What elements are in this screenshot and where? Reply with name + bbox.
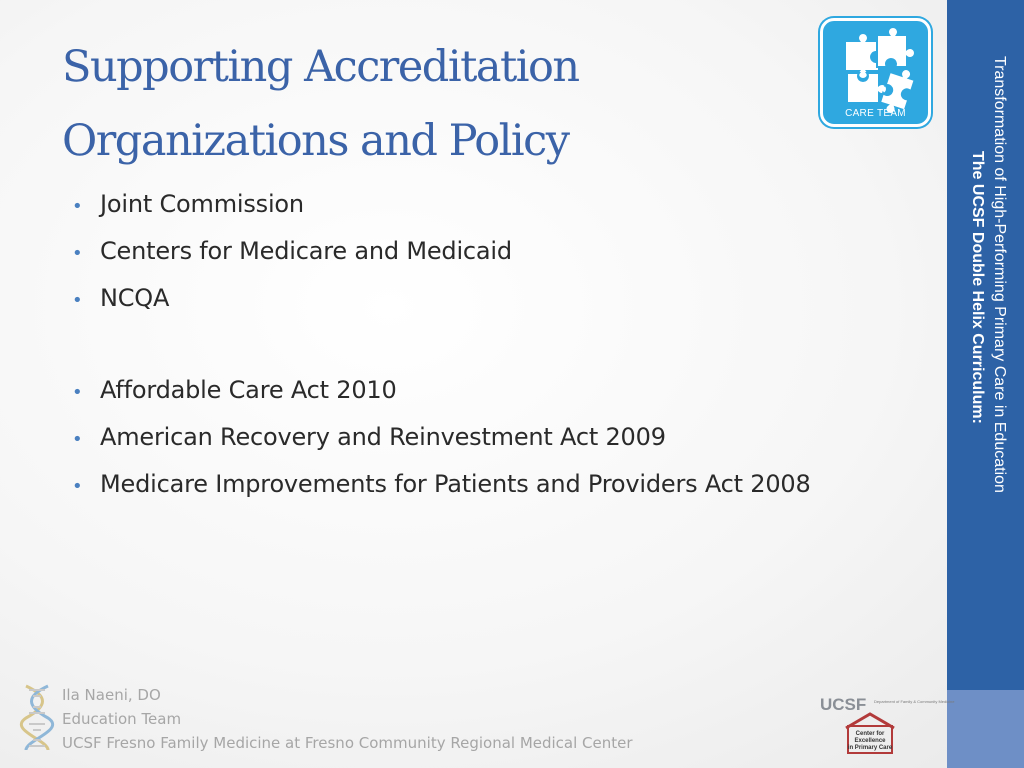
- slide-title: [62, 30, 762, 178]
- footer-affiliation: UCSF Fresno Family Medicine at Fresno Community Regional Medical Center: [62, 734, 633, 752]
- bullet-dot-icon: •: [72, 476, 83, 497]
- title-line-2: Organizations and Policy: [62, 116, 569, 166]
- bullet-item: • Affordable Care Act 2010: [72, 368, 932, 415]
- sidebar-band-lower: [947, 690, 1024, 768]
- title-line-1: Supporting Accreditation: [62, 42, 579, 92]
- bullet-dot-icon: •: [72, 290, 83, 311]
- coe-line-3: in Primary Care: [847, 745, 893, 751]
- care-team-label: CARE TEAM: [845, 108, 906, 119]
- ucsf-dept-label: Department of Family & Community Medicine: [874, 699, 955, 704]
- footer: [62, 683, 633, 755]
- bullet-list: [72, 182, 932, 509]
- coe-line-2: Excellence: [854, 738, 886, 744]
- bullet-item: • NCQA: [72, 276, 932, 323]
- footer-team: Education Team: [62, 710, 182, 728]
- bullet-dot-icon: •: [72, 429, 83, 450]
- sidebar-text: [958, 56, 1010, 566]
- bullet-item: • Medicare Improvements for Patients and Providers Act 2008: [72, 462, 932, 509]
- sidebar-line-1: Transformation of High-Performing Primary Care in Education: [991, 56, 1008, 493]
- bullet-item: • American Recovery and Reinvestment Act 2009: [72, 415, 932, 462]
- dna-helix-icon: [22, 684, 52, 752]
- ucsf-wordmark: UCSF: [820, 695, 867, 714]
- ucsf-center-logo: [818, 694, 955, 754]
- coe-line-1: Center for: [855, 731, 885, 737]
- sidebar-line-2: The UCSF Double Helix Curriculum:: [969, 151, 986, 424]
- bullet-dot-icon: •: [72, 382, 83, 403]
- bullet-dot-icon: •: [72, 196, 83, 217]
- bullet-item: • Centers for Medicare and Medicaid: [72, 229, 932, 276]
- care-team-logo: [820, 18, 931, 127]
- bullet-spacer: [72, 323, 932, 368]
- bullet-item: • Joint Commission: [72, 182, 932, 229]
- puzzle-icon: [841, 31, 913, 109]
- footer-author: Ila Naeni, DO: [62, 686, 161, 704]
- bullet-dot-icon: •: [72, 243, 83, 264]
